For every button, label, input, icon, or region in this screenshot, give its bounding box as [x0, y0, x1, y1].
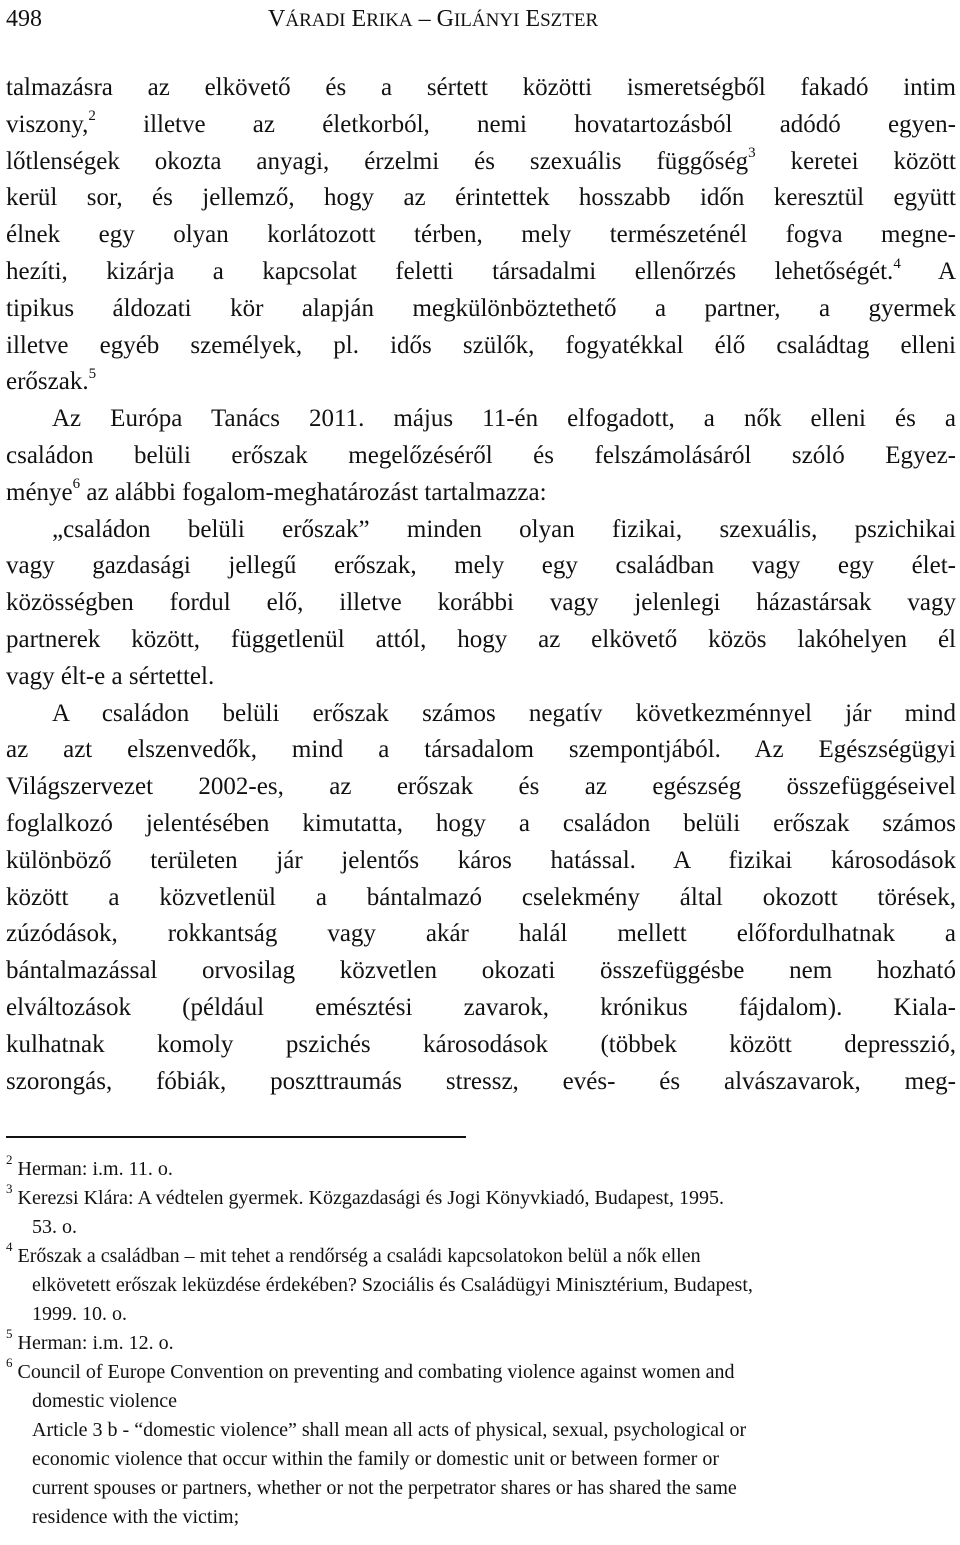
footnote-5	[6, 1326, 956, 1358]
footnote-text: Council of Europe Convention on preventing and combating violence against women and	[12, 1361, 735, 1383]
text-line: foglalkozó jelentésében kimutatta, hogy a családon belüli erőszak számos	[6, 809, 956, 837]
text-line: vagy élt-e a sértettel.	[6, 662, 215, 690]
footnote-line	[6, 1239, 956, 1271]
author2-given-rest: SZTER	[540, 10, 599, 31]
author1-initial: V	[268, 6, 286, 32]
text-line: élnek egy olyan korlátozott térben, mely természeténél fogva megne-	[6, 221, 956, 249]
footnote-3	[6, 1181, 956, 1242]
footnote-line	[6, 1326, 956, 1358]
text-segment: lőtlenségek okozta anyagi, érzelmi és szexuális függőség	[6, 147, 749, 175]
text-line: tipikus áldozati kör alapján megkülönböztethető a partner, a gyermek	[6, 294, 956, 322]
footnote-number: 6	[6, 1355, 13, 1371]
footnote-ref[interactable]: 6	[72, 476, 81, 493]
footnote-line: residence with the victim;	[32, 1506, 240, 1528]
text-segment: A	[937, 257, 957, 285]
footnote-6	[6, 1355, 956, 1532]
text-line: szorongás, fóbiák, poszttraumás stressz, evés- és alvászavarok, meg-	[6, 1067, 956, 1095]
footnote-number: 4	[6, 1239, 13, 1255]
text-line: családon belüli erőszak megelőzéséről és felszámolásáról szóló Egyez-	[6, 441, 956, 469]
footnote-number: 3	[6, 1181, 13, 1197]
footnote-separator	[6, 1136, 466, 1138]
text-line: bántalmazással orvosilag közvetlen okozati összefüggésbe nem hozható	[6, 957, 956, 985]
text-line: vagy gazdasági jellegű erőszak, mely egy családban vagy egy élet-	[6, 552, 956, 580]
footnote-line: domestic violence	[32, 1390, 177, 1412]
footnote-2	[6, 1152, 956, 1184]
footnote-text: Herman: i.m. 12. o.	[12, 1332, 174, 1354]
footnote-line	[6, 1152, 956, 1184]
footnote-line	[6, 1355, 956, 1387]
author2-rest: ILÁNYI	[453, 10, 520, 31]
paragraph-1	[6, 70, 956, 401]
text-line: elváltozások (például emésztési zavarok, krónikus fájdalom). Kiala-	[6, 993, 956, 1021]
text-line	[6, 475, 956, 512]
text-line: kulhatnak komoly pszichés károsodások (többek között depresszió,	[6, 1030, 956, 1058]
footnote-number: 2	[6, 1152, 13, 1168]
footnotes	[6, 1152, 956, 1532]
text-segment: viszony,	[6, 110, 89, 138]
footnote-ref[interactable]: 5	[88, 366, 97, 383]
text-line	[6, 254, 956, 291]
text-segment: ménye	[6, 478, 73, 506]
footnote-line	[6, 1181, 956, 1213]
text-line: között a közvetlenül a bántalmazó cselekmény által okozott törések,	[6, 883, 956, 911]
quotation	[6, 512, 956, 696]
author1-rest: ÁRADI	[285, 10, 346, 31]
text-segment: keretei között	[790, 147, 956, 175]
author1-given-rest: RIKA	[366, 10, 413, 31]
footnote-line: elkövetett erőszak leküzdése érdekében? Szociális és Családügyi Minisztérium, Budapest,	[32, 1274, 753, 1296]
paragraph-4	[6, 696, 956, 1101]
footnote-text: Kerezsi Klára: A védtelen gyermek. Közgazdasági és Jogi Könyvkiadó, Budapest, 1995.	[12, 1187, 724, 1209]
text-line	[6, 107, 956, 144]
author2-given-initial: E	[519, 6, 541, 32]
paragraph-2	[6, 401, 956, 511]
running-title	[268, 2, 598, 38]
text-segment: erőszak.	[6, 368, 89, 396]
text-line: zúzódások, rokkantság vagy akár halál mellett előfordulhatnak a	[6, 920, 956, 948]
footnote-text: Herman: i.m. 11. o.	[12, 1158, 173, 1180]
text-line: közösségben fordul elő, illetve korábbi vagy jelenlegi házastársak vagy	[6, 589, 956, 617]
footnote-line: current spouses or partners, whether or not the perpetrator shares or has shared the same	[32, 1477, 737, 1499]
text-line: „családon belüli erőszak” minden olyan fizikai, szexuális, pszichikai	[52, 515, 956, 543]
author1-given-initial: E	[345, 6, 367, 32]
text-line	[6, 144, 956, 181]
footnote-ref[interactable]: 4	[893, 255, 901, 272]
footnote-line: economic violence that occur within the family or domestic unit or between former or	[32, 1448, 719, 1470]
footnote-number: 5	[6, 1326, 13, 1342]
text-line: illetve egyéb személyek, pl. idős szülők, fogyatékkal élő családtag elleni	[6, 331, 956, 359]
author2-initial: G	[436, 6, 454, 32]
text-line: különböző területen jár jelentős káros hatással. A fizikai károsodások	[6, 846, 956, 874]
running-header	[6, 2, 946, 36]
text-line: A családon belüli erőszak számos negatív következménnyel jár mind	[52, 699, 956, 727]
text-line: Világszervezet 2002-es, az erőszak és az egészség összefüggéseivel	[6, 773, 956, 801]
text-line: az azt elszenvedők, mind a társadalom szempontjából. Az Egészségügyi	[6, 736, 956, 764]
text-line: partnerek között, függetlenül attól, hogy az elkövető közös lakóhelyen él	[6, 625, 956, 653]
text-segment: illetve az életkorból, nemi hovatartozásból adódó egyen-	[143, 110, 957, 138]
page-number: 498	[6, 6, 42, 32]
footnote-4	[6, 1239, 956, 1329]
author-separator: –	[412, 6, 437, 32]
text-segment: hezíti, kizárja a kapcsolat feletti társadalmi ellenőrzés lehetőségét.	[6, 257, 894, 285]
text-line: talmazásra az elkövető és a sértett közötti ismeretségből fakadó intim	[6, 74, 956, 101]
text-line: Az Európa Tanács 2011. május 11-én elfogadott, a nők elleni és a	[52, 405, 956, 433]
text-line: kerül sor, és jellemző, hogy az érintettek hosszabb időn keresztül együtt	[6, 184, 956, 212]
footnote-line: Article 3 b - “domestic violence” shall mean all acts of physical, sexual, psychological or	[32, 1419, 747, 1441]
footnote-line: 1999. 10. o.	[32, 1303, 127, 1325]
footnote-text: Erőszak a családban – mit tehet a rendőrség a családi kapcsolatokon belül a nők ellen	[12, 1245, 701, 1267]
body-text	[6, 70, 956, 1100]
footnote-line: 53. o.	[32, 1216, 77, 1238]
text-segment: az alábbi fogalom-meghatározást tartalmazza:	[86, 478, 547, 506]
footnote-ref[interactable]: 3	[748, 145, 756, 162]
footnote-ref[interactable]: 2	[88, 108, 96, 125]
text-line	[6, 364, 956, 401]
